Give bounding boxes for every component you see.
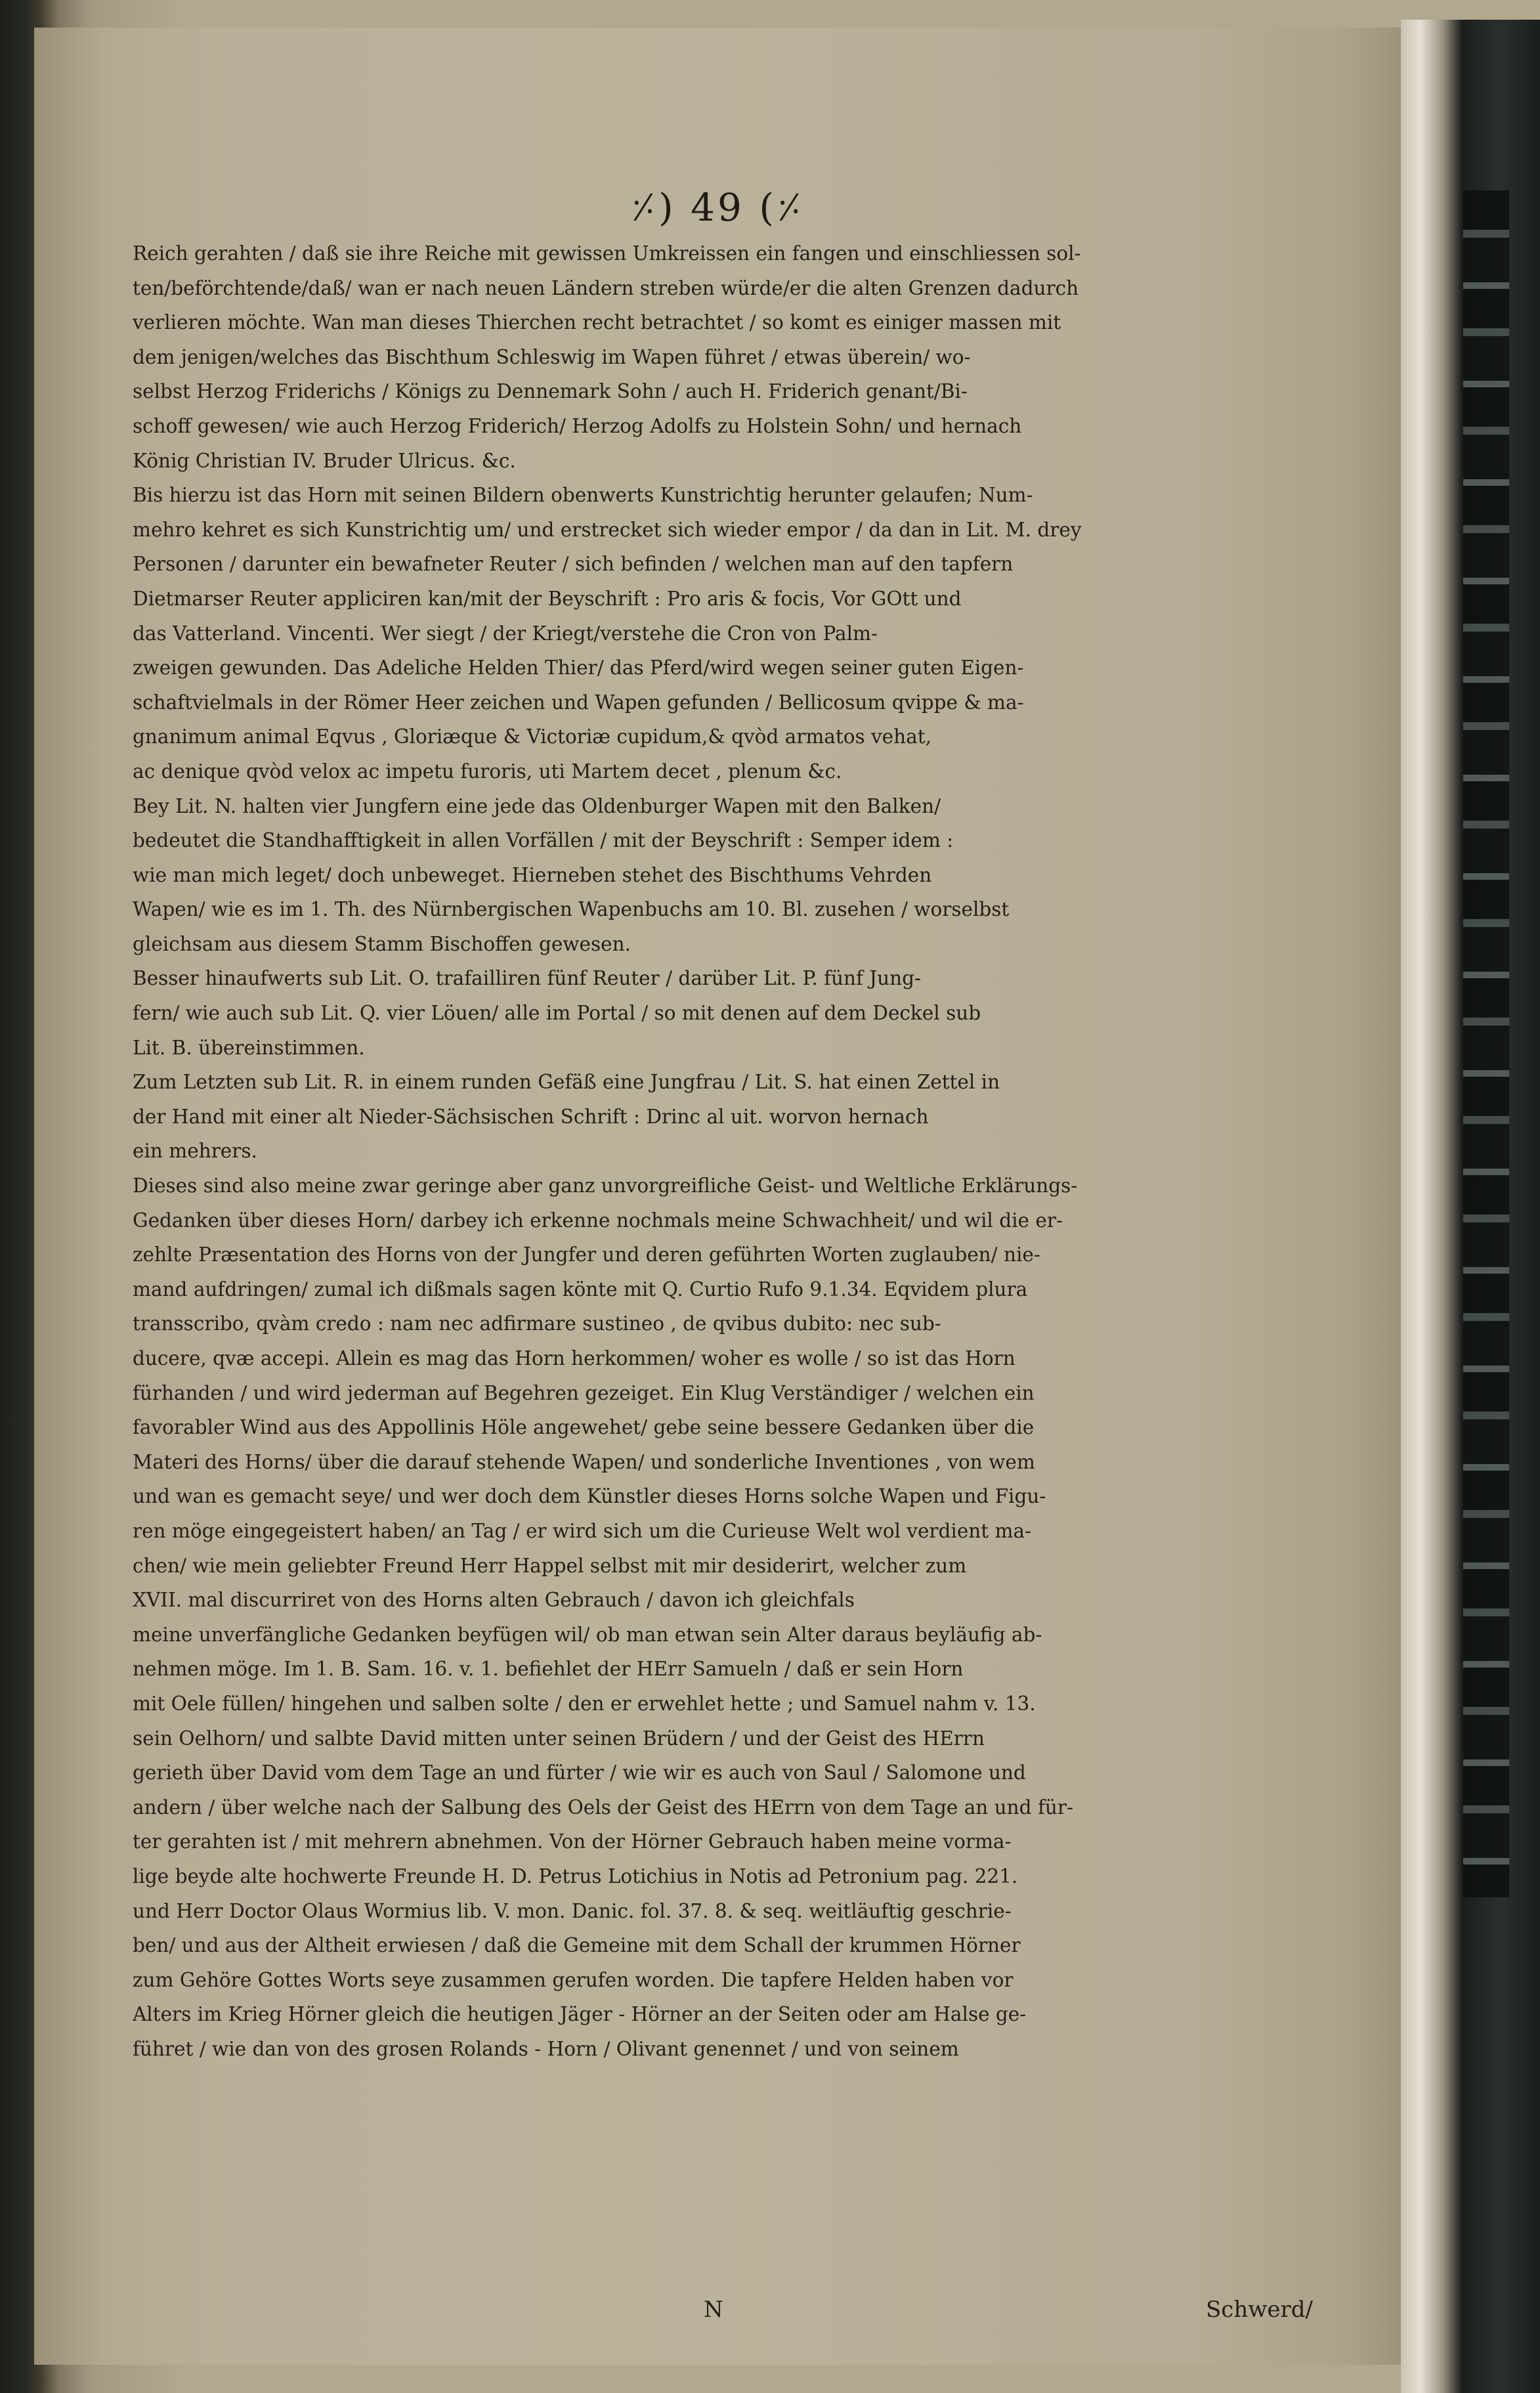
text-line: gleichsam aus diesem Stamm Bischoffen gewesen. — [133, 932, 631, 955]
text-line: wie man mich leget/ doch unbeweget. Hierneben stehet des Bischthums Vehrden — [133, 863, 932, 886]
text-line: Materi des Horns/ über die darauf stehende Wapen/ und sonderliche Inventiones , von wem — [133, 1450, 1035, 1473]
text-line: und Herr Doctor Olaus Wormius lib. V. mon. Danic. fol. 37. 8. & seq. weitläuftig geschrie- — [133, 1899, 1012, 1922]
text-line: zum Gehöre Gottes Worts seye zusammen gerufen worden. Die tapfere Helden haben vor — [133, 1968, 1014, 1991]
text-line: chen/ wie mein geliebter Freund Herr Happel selbst mit mir desiderirt, welcher zum — [133, 1554, 967, 1577]
text-line: bedeutet die Standhafftigkeit in allen Vorfällen / mit der Beyschrift : Semper idem : — [133, 829, 954, 852]
text-line: Bey Lit. N. halten vier Jungfern eine jede das Oldenburger Wapen mit den Balken/ — [133, 794, 941, 817]
text-line: selbst Herzog Friderichs / Königs zu Dennemark Sohn / auch H. Friderich genant/Bi- — [133, 380, 968, 403]
text-line: ter gerahten ist / mit mehrern abnehmen. Von der Hörner Gebrauch haben meine vorma- — [133, 1830, 1012, 1853]
binding-edge — [1401, 20, 1540, 2393]
text-line: schaftvielmals in der Römer Heer zeichen und Wapen gefunden / Bellicosum qvippe & ma- — [133, 691, 1024, 714]
text-line: transscribo, qvàm credo : nam nec adfirmare sustineo , de qvibus dubito: nec sub- — [133, 1312, 941, 1335]
signature-mark: N — [704, 2296, 723, 2323]
text-line: favorabler Wind aus des Appollinis Höle angewehet/ gebe seine bessere Gedanken über die — [133, 1416, 1035, 1439]
text-line: mand aufdringen/ zumal ich dißmals sagen könte mit Q. Curtio Rufo 9.1.34. Eqvidem plura — [133, 1278, 1028, 1301]
text-line: nehmen möge. Im 1. B. Sam. 16. v. 1. befiehlet der HErr Samueln / daß er sein Horn — [133, 1658, 964, 1681]
text-line: sein Oelhorn/ und salbte David mitten unter seinen Brüdern / und der Geist des HErrn — [133, 1727, 985, 1750]
binding-texture — [1463, 190, 1509, 1897]
text-line: Personen / darunter ein bewafneter Reuter / sich befinden / welchen man auf den tapfern — [133, 553, 1014, 576]
book-page — [34, 28, 1403, 2365]
text-line: Dietmarser Reuter appliciren kan/mit der Beyschrift : Pro aris & focis, Vor GOtt und — [133, 587, 962, 610]
catchword: Schwerd/ — [1206, 2296, 1313, 2323]
text-line: ren möge eingegeistert haben/ an Tag / er wird sich um die Curieuse Welt wol verdient ma- — [133, 1519, 1032, 1542]
text-line: ducere, qvæ accepi. Allein es mag das Horn herkommen/ woher es wolle / so ist das Horn — [133, 1347, 1016, 1369]
text-line: schoff gewesen/ wie auch Herzog Friderich/ Herzog Adolfs zu Holstein Sohn/ und hernach — [133, 414, 1022, 437]
text-line: und wan es gemacht seye/ und wer doch dem Künstler dieses Horns solche Wapen und Figu- — [133, 1485, 1046, 1508]
text-line: Gedanken über dieses Horn/ darbey ich erkenne nochmals meine Schwachheit/ und wil die er- — [133, 1209, 1063, 1232]
text-line: König Christian IV. Bruder Ulricus. &c. — [133, 449, 516, 472]
text-line: verlieren möchte. Wan man dieses Thierchen recht betrachtet / so komt es einiger massen mit — [133, 311, 1061, 334]
text-line: Alters im Krieg Hörner gleich die heutigen Jäger - Hörner an der Seiten oder am Halse ge- — [133, 2003, 1027, 2026]
text-line: Bis hierzu ist das Horn mit seinen Bildern obenwerts Kunstrichtig herunter gelaufen; Num- — [133, 484, 1033, 507]
text-line: fern/ wie auch sub Lit. Q. vier Löuen/ alle im Portal / so mit denen auf dem Deckel sub — [133, 1002, 981, 1025]
text-line: dem jenigen/welches das Bischthum Schleswig im Wapen führet / etwas überein/ wo- — [133, 345, 971, 368]
text-line: Zum Letzten sub Lit. R. in einem runden Gefäß eine Jungfrau / Lit. S. hat einen Zettel in — [133, 1071, 1000, 1094]
text-line: führet / wie dan von des grosen Rolands - Horn / Olivant genennet / und von seinem — [133, 2037, 959, 2060]
text-line: Dieses sind also meine zwar geringe aber ganz unvorgreifliche Geist- und Weltliche Erklärungs- — [133, 1175, 1078, 1197]
text-line: ten/beförchtende/daß/ wan er nach neuen Ländern streben würde/er die alten Grenzen dadurch — [133, 276, 1079, 299]
text-line: Besser hinaufwerts sub Lit. O. trafailliren fünf Reuter / darüber Lit. P. fünf Jung- — [133, 967, 921, 990]
text-line: andern / über welche nach der Salbung des Oels der Geist des HErrn von dem Tage an und für- — [133, 1796, 1073, 1819]
text-line: gerieth über David vom dem Tage an und fürter / wie wir es auch von Saul / Salomone und — [133, 1761, 1026, 1784]
text-line: mit Oele füllen/ hingehen und salben solte / den er erwehlet hette ; und Samuel nahm v. 13. — [133, 1692, 1036, 1715]
text-line: lige beyde alte hochwerte Freunde H. D. Petrus Lotichius in Notis ad Petronium pag. 221. — [133, 1865, 1018, 1887]
text-line: Lit. B. übereinstimmen. — [133, 1036, 365, 1059]
text-line: mehro kehret es sich Kunstrichtig um/ und erstrecket sich wieder empor / da dan in Lit. M. drey — [133, 518, 1082, 541]
text-line: meine unverfängliche Gedanken beyfügen wil/ ob man etwan sein Alter daraus beyläufig ab- — [133, 1623, 1042, 1646]
text-line: gnanimum animal Eqvus , Gloriæque & Victoriæ cupidum,& qvòd armatos vehat, — [133, 725, 931, 748]
text-line: zehlte Præsentation des Horns von der Jungfer und deren geführten Worten zuglauben/ nie- — [133, 1243, 1040, 1266]
text-line: Wapen/ wie es im 1. Th. des Nürnbergischen Wapenbuchs am 10. Bl. zusehen / worselbst — [133, 898, 1010, 921]
text-line: ein mehrers. — [133, 1140, 257, 1163]
text-line: fürhanden / und wird jederman auf Begehren gezeiget. Ein Klug Verständiger / welchen ein — [133, 1381, 1035, 1404]
text-line: das Vatterland. Vincenti. Wer siegt / der Kriegt/verstehe die Cron von Palm- — [133, 622, 878, 645]
page-number: ⸓) 49 (⸓ — [630, 185, 805, 230]
text-block — [133, 236, 1354, 2066]
text-line: ben/ und aus der Altheit erwiesen / daß die Gemeine mit dem Schall der krummen Hörner — [133, 1934, 1021, 1957]
text-line: zweigen gewunden. Das Adeliche Helden Thier/ das Pferd/wird wegen seiner guten Eigen- — [133, 657, 1024, 679]
text-line: Reich gerahten / daß sie ihre Reiche mit gewissen Umkreissen ein fangen und einschliessen sol- — [133, 242, 1081, 265]
text-line: XVII. mal discurriret von des Horns alten Gebrauch / davon ich gleichfals — [133, 1589, 855, 1612]
text-line: der Hand mit einer alt Nieder-Sächsischen Schrift : Drinc al uit. worvon hernach — [133, 1105, 929, 1128]
text-line: ac denique qvòd velox ac impetu furoris, uti Martem decet , plenum &c. — [133, 760, 842, 783]
